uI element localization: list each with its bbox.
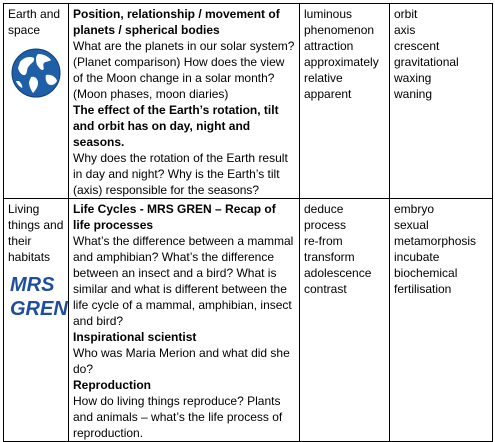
vocab-word: axis (394, 23, 416, 37)
topic-content-cell (69, 4, 300, 199)
vocab-word: fertilisation (394, 282, 452, 296)
topic-cell (4, 4, 69, 199)
vocab-word: re-from (304, 234, 343, 248)
vocab-word: process (304, 218, 347, 232)
logo-line: MRS (10, 274, 55, 296)
section-questions: How do living things reproduce? Plants and animals – what’s the life process of reproduction. (73, 394, 283, 440)
topic-content-cell (69, 199, 300, 442)
vocab-word: transform (304, 250, 355, 264)
vocab-word: relative (304, 71, 343, 85)
vocabulary-cell-b (390, 199, 493, 442)
vocab-word: attraction (304, 39, 354, 53)
vocab-word: gravitational (394, 55, 459, 69)
vocab-word: incubate (394, 250, 440, 264)
vocabulary-cell-a (300, 199, 390, 442)
mrs-gren-logo (8, 273, 68, 321)
vocab-word: waning (394, 87, 433, 101)
section-questions: What are the planets in our solar system? (Planet comparison) How does the view of the Moon change in a solar month? (Moon phases, moon diaries) (73, 39, 295, 101)
vocab-word: sexual (394, 218, 429, 232)
section-heading: Life Cycles - MRS GREN – Recap of life processes (73, 202, 276, 232)
vocab-word: phenomenon (304, 23, 375, 37)
vocab-word: apparent (304, 87, 352, 101)
section-heading: The effect of the Earth’s rotation, tilt and orbit has on day, night and seasons. (73, 103, 279, 149)
section-heading: Position, relationship / movement of planets / spherical bodies (73, 7, 280, 37)
vocab-word: luminous (304, 7, 353, 21)
vocab-word: crescent (394, 39, 440, 53)
vocab-word: adolescence (304, 266, 372, 280)
section-questions: Why does the rotation of the Earth result in day and night? Why is the Earth’s tilt (axis) responsible for the seasons? (73, 151, 288, 197)
section-questions: What’s the difference between a mammal and amphibian? What’s the difference between an insect and a bird? What is similar and what is different between the life cycle of a mammal, amphibian, insect and bird? (73, 234, 294, 328)
table-row (4, 199, 493, 442)
vocab-word: contrast (304, 282, 347, 296)
section-heading: Reproduction (73, 378, 151, 392)
vocab-word: embryo (394, 202, 435, 216)
vocab-word: orbit (394, 7, 418, 21)
table-row (4, 4, 493, 199)
section-heading: Inspirational scientist (73, 330, 197, 344)
vocab-word: biochemical (394, 266, 458, 280)
topic-label: Earth and space (8, 7, 61, 37)
vocab-word: metamorphosis (394, 234, 477, 248)
topic-label: Living things and their habitats (8, 202, 64, 264)
curriculum-table (3, 3, 493, 442)
vocabulary-cell-a (300, 4, 390, 199)
vocab-word: waxing (394, 71, 432, 85)
section-questions: Who was Maria Merion and what did she do? (73, 346, 290, 376)
logo-line: GREN (10, 298, 68, 320)
vocab-word: deduce (304, 202, 344, 216)
vocabulary-cell-b (390, 4, 493, 199)
globe-icon (11, 48, 61, 98)
vocab-word: approximately (304, 55, 379, 69)
topic-cell (4, 199, 69, 442)
